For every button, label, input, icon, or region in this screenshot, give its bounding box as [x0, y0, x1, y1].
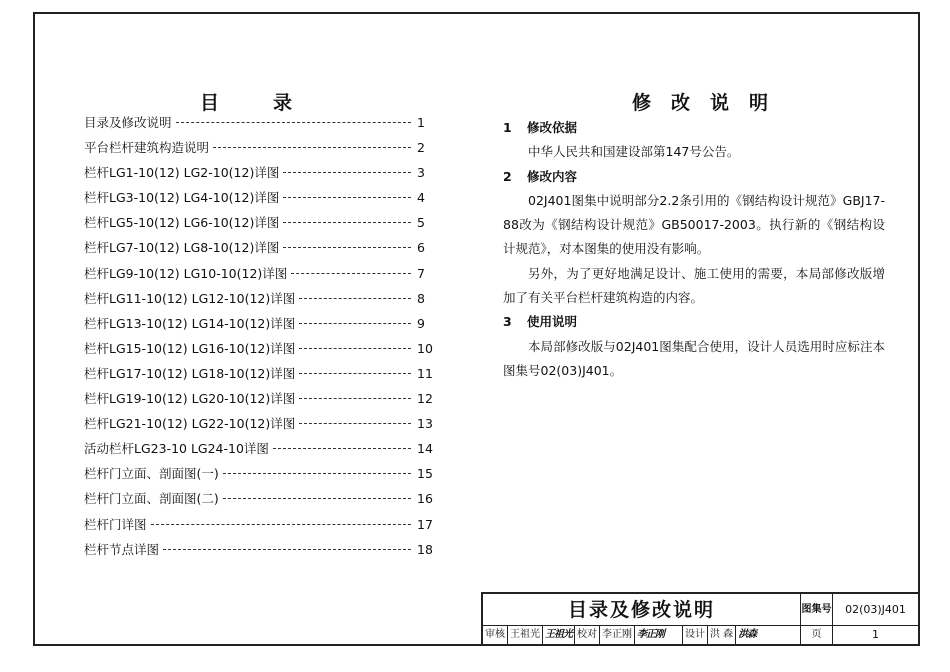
toc-leader — [299, 323, 411, 324]
toc-item — [84, 238, 439, 263]
toc-item — [84, 364, 439, 389]
section-number: 1 — [503, 120, 512, 135]
toc-leader — [283, 197, 411, 198]
toc-item — [84, 439, 439, 464]
toc-item-page: 11 — [417, 365, 433, 381]
toc-item-label: 栏杆LG1-10(12) LG2-10(12)详图 — [84, 165, 280, 181]
toc-item-page: 13 — [417, 416, 433, 432]
notes-paragraph: 另外，为了更好地满足设计、施工使用的需要，本局部修改版增加了有关平台栏杆建筑构造的内容。 — [503, 265, 885, 306]
toc-item-label: 栏杆LG21-10(12) LG22-10(12)详图 — [84, 416, 296, 432]
review-signature: 王祖光 — [543, 626, 575, 644]
title-block-title: 目录及修改说明 — [483, 594, 801, 626]
toc-leader — [223, 498, 411, 499]
signature-row — [483, 626, 801, 644]
toc-item-page: 16 — [417, 491, 433, 507]
toc-title: 目录 — [200, 92, 347, 114]
toc-leader — [213, 147, 411, 148]
toc-item-label: 栏杆LG15-10(12) LG16-10(12)详图 — [84, 340, 296, 356]
toc-leader — [283, 247, 411, 248]
design-name: 洪 森 — [708, 626, 736, 644]
toc-leader — [176, 122, 411, 123]
toc-item-page: 10 — [417, 340, 433, 356]
toc-item-label: 栏杆门立面、剖面图(一) — [84, 466, 219, 482]
toc-leader — [299, 348, 411, 349]
notes-paragraph: 本局部修改版与02J401图集配合使用，设计人员选用时应标注本图集号02(03)J401。 — [503, 338, 885, 378]
atlas-number-label: 图集号 — [801, 594, 833, 626]
toc-item — [84, 188, 439, 213]
toc-item — [84, 138, 439, 163]
toc-item-label: 栏杆LG9-10(12) LG10-10(12)详图 — [84, 265, 288, 281]
toc-item — [84, 540, 439, 565]
toc-item — [84, 515, 439, 540]
toc-item-label: 栏杆LG3-10(12) LG4-10(12)详图 — [84, 190, 280, 206]
toc-item-label: 栏杆门详图 — [84, 516, 147, 532]
revision-notes — [503, 116, 885, 383]
toc-item-page: 8 — [417, 290, 425, 306]
section-heading: 修改依据 — [527, 120, 578, 135]
toc-item-page: 12 — [417, 391, 433, 407]
toc-item — [84, 213, 439, 238]
toc-item-label: 栏杆LG17-10(12) LG18-10(12)详图 — [84, 365, 296, 381]
toc-item-label: 栏杆门立面、剖面图(二) — [84, 491, 219, 507]
toc-item — [84, 314, 439, 339]
toc-item-page: 1 — [417, 115, 425, 130]
toc-leader — [283, 172, 411, 173]
toc-item-page: 7 — [417, 265, 425, 281]
toc-item-label: 栏杆LG13-10(12) LG14-10(12)详图 — [84, 315, 296, 331]
toc-item-page: 5 — [417, 215, 425, 231]
toc-item — [84, 414, 439, 439]
toc-leader — [223, 473, 411, 474]
section-heading: 修改内容 — [527, 168, 578, 184]
toc-item-label: 活动栏杆LG23-10 LG24-10详图 — [84, 441, 269, 457]
notes-title: 修改说明 — [632, 92, 789, 114]
toc-item-label: 栏杆节点详图 — [84, 541, 160, 557]
toc-leader — [151, 524, 411, 525]
toc-item-page: 15 — [417, 466, 433, 482]
toc-item-page: 9 — [417, 315, 425, 331]
review-name: 王祖光 — [508, 626, 543, 644]
toc-item-page: 3 — [417, 165, 425, 181]
toc-item-page: 18 — [417, 541, 433, 557]
toc-item-label: 栏杆LG7-10(12) LG8-10(12)详图 — [84, 240, 280, 256]
toc-item-page: 6 — [417, 240, 425, 256]
toc-leader — [299, 398, 411, 399]
atlas-number: 02(03)J401 — [833, 594, 918, 626]
toc-item-page: 17 — [417, 516, 433, 532]
toc-item — [84, 264, 439, 289]
check-signature: 李正刚 — [635, 626, 683, 644]
toc-item — [84, 464, 439, 489]
review-label: 审核 — [483, 626, 508, 644]
notes-paragraph: 中华人民共和国建设部第147号公告。 — [528, 144, 740, 160]
toc-leader — [283, 222, 411, 223]
notes-section-heading — [503, 116, 885, 140]
table-of-contents — [84, 113, 439, 565]
toc-item-label: 栏杆LG5-10(12) LG6-10(12)详图 — [84, 215, 280, 231]
notes-section-heading — [503, 310, 885, 334]
page-number: 1 — [872, 628, 879, 641]
toc-leader — [291, 273, 411, 274]
toc-item — [84, 113, 439, 138]
section-number: 2 — [503, 168, 512, 184]
toc-leader — [273, 448, 411, 449]
toc-item-label: 平台栏杆建筑构造说明 — [84, 140, 210, 156]
toc-item-page: 4 — [417, 190, 425, 206]
toc-item-label: 栏杆LG19-10(12) LG20-10(12)详图 — [84, 391, 296, 407]
toc-leader — [163, 549, 411, 550]
section-number: 3 — [503, 314, 512, 330]
notes-section-heading — [503, 165, 885, 189]
toc-item-label: 目录及修改说明 — [84, 115, 172, 130]
design-signature: 洪森 — [738, 629, 757, 640]
check-name: 李正刚 — [600, 626, 635, 644]
toc-item — [84, 163, 439, 188]
toc-item — [84, 289, 439, 314]
page-label: 页 — [801, 626, 833, 644]
toc-leader — [299, 373, 411, 374]
toc-item-page: 2 — [417, 140, 425, 156]
toc-item — [84, 489, 439, 514]
check-label: 校对 — [575, 626, 600, 644]
section-heading: 使用说明 — [527, 314, 578, 330]
design-label: 设计 — [683, 626, 708, 644]
title-block — [481, 592, 918, 644]
toc-item-label: 栏杆LG11-10(12) LG12-10(12)详图 — [84, 290, 296, 306]
toc-leader — [299, 423, 411, 424]
toc-item-page: 14 — [417, 441, 433, 457]
toc-item — [84, 339, 439, 364]
toc-leader — [299, 298, 411, 299]
toc-item — [84, 389, 439, 414]
notes-paragraph: 02J401图集中说明部分2.2条引用的《钢结构设计规范》GBJ17-88改为《钢结构设计规范》GB50017-2003。执行新的《钢结构设计规范》，对本图集的使用没有影响。 — [503, 192, 885, 257]
